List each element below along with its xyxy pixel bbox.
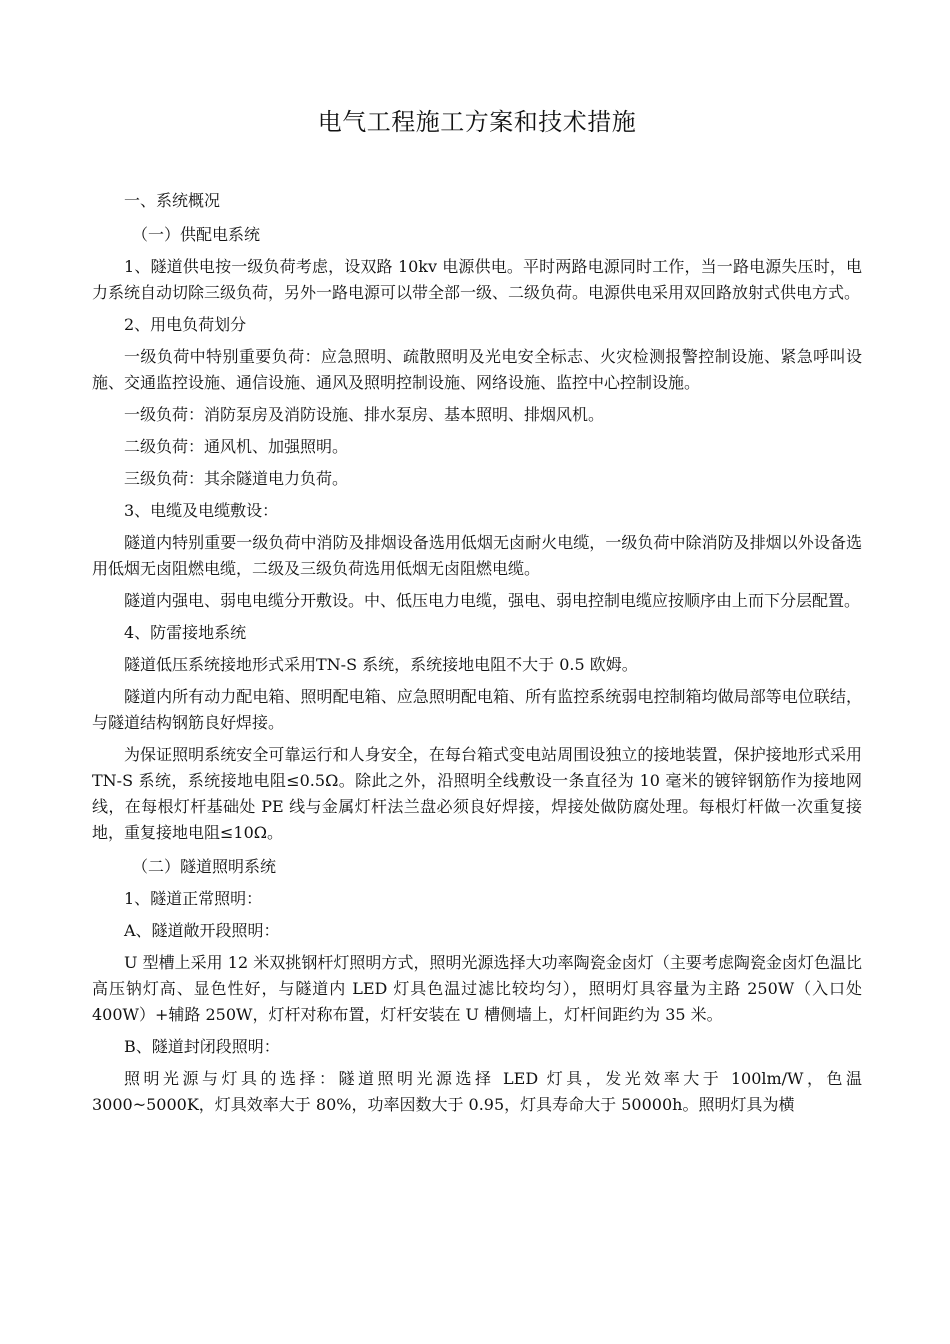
paragraph: 1、隧道供电按一级负荷考虑，设双路 10kv 电源供电。平时两路电源同时工作，当一路电源失压时，电力系统自动切除三级负荷，另外一路电源可以带全部一级、二级负荷。电源供电采用双回路放射式供电方式。 — [92, 257, 862, 302]
paragraph: 一级负荷中特别重要负荷：应急照明、疏散照明及光电安全标志、火灾检测报警控制设施、紧急呼叫设施、交通监控设施、通信设施、通风及照明控制设施、网络设施、监控中心控制设施。 — [92, 347, 862, 392]
paragraph: 照明光源与灯具的选择：隧道照明光源选择 LED 灯具，发光效率大于 100lm/W，色温 3000~5000K，灯具效率大于 80%，功率因数大于 0.95，灯具寿命大于 50000h。照明灯具为横 — [92, 1069, 862, 1114]
paragraph: 隧道内强电、弱电电缆分开敷设。中、低压电力电缆，强电、弱电控制电缆应按顺序由上而下分层配置。 — [124, 591, 861, 610]
paragraph: B、隧道封闭段照明： — [124, 1037, 280, 1056]
paragraph: 4、防雷接地系统 — [124, 623, 247, 642]
paragraph: A、隧道敞开段照明： — [124, 921, 280, 940]
paragraph: 3、电缆及电缆敷设： — [124, 501, 279, 520]
paragraph: 一级负荷：消防泵房及消防设施、排水泵房、基本照明、排烟风机。 — [124, 405, 605, 424]
paragraph: 2、用电负荷划分 — [124, 315, 247, 334]
subsection-heading: （二）隧道照明系统 — [132, 857, 277, 876]
paragraph: 隧道内所有动力配电箱、照明配电箱、应急照明配电箱、所有监控系统弱电控制箱均做局部等电位联结，与隧道结构钢筋良好焊接。 — [92, 687, 862, 732]
document-title: 电气工程施工方案和技术措施 — [317, 108, 637, 136]
paragraph: 三级负荷：其余隧道电力负荷。 — [124, 469, 349, 488]
paragraph: U 型槽上采用 12 米双挑钢杆灯照明方式，照明光源选择大功率陶瓷金卤灯（主要考虑陶瓷金卤灯色温比高压钠灯高、显色性好，与隧道内 LED 灯具色温过滤比较均匀），照明灯具容量为主路 250W（入口处 400W）+辅路 250W，灯杆对称布置，灯杆安装在 U 槽侧墙上，灯杆间距约为 35 米。 — [92, 953, 862, 1024]
paragraph: 为保证照明系统安全可靠运行和人身安全，在每台箱式变电站周围设独立的接地装置，保护接地形式采用 TN-S 系统，系统接地电阻≤0.5Ω。除此之外，沿照明全线敷设一条直径为 10 毫米的镀锌钢筋作为接地网线，在每根灯杆基础处 PE 线与金属灯杆法兰盘必须良好焊接，焊接处做防腐处理。每根灯杆做一次重复接地，重复接地电阻≤10Ω。 — [92, 745, 862, 842]
paragraph: 隧道低压系统接地形式采用TN-S 系统，系统接地电阻不大于 0.5 欧姆。 — [124, 655, 638, 674]
section-heading: 一、系统概况 — [124, 191, 221, 210]
subsection-heading: （一）供配电系统 — [132, 225, 261, 244]
paragraph: 二级负荷：通风机、加强照明。 — [124, 437, 349, 456]
paragraph: 隧道内特别重要一级负荷中消防及排烟设备选用低烟无卤耐火电缆，一级负荷中除消防及排烟以外设备选用低烟无卤阻燃电缆，二级及三级负荷选用低烟无卤阻燃电缆。 — [92, 533, 862, 578]
paragraph: 1、隧道正常照明： — [124, 889, 263, 908]
